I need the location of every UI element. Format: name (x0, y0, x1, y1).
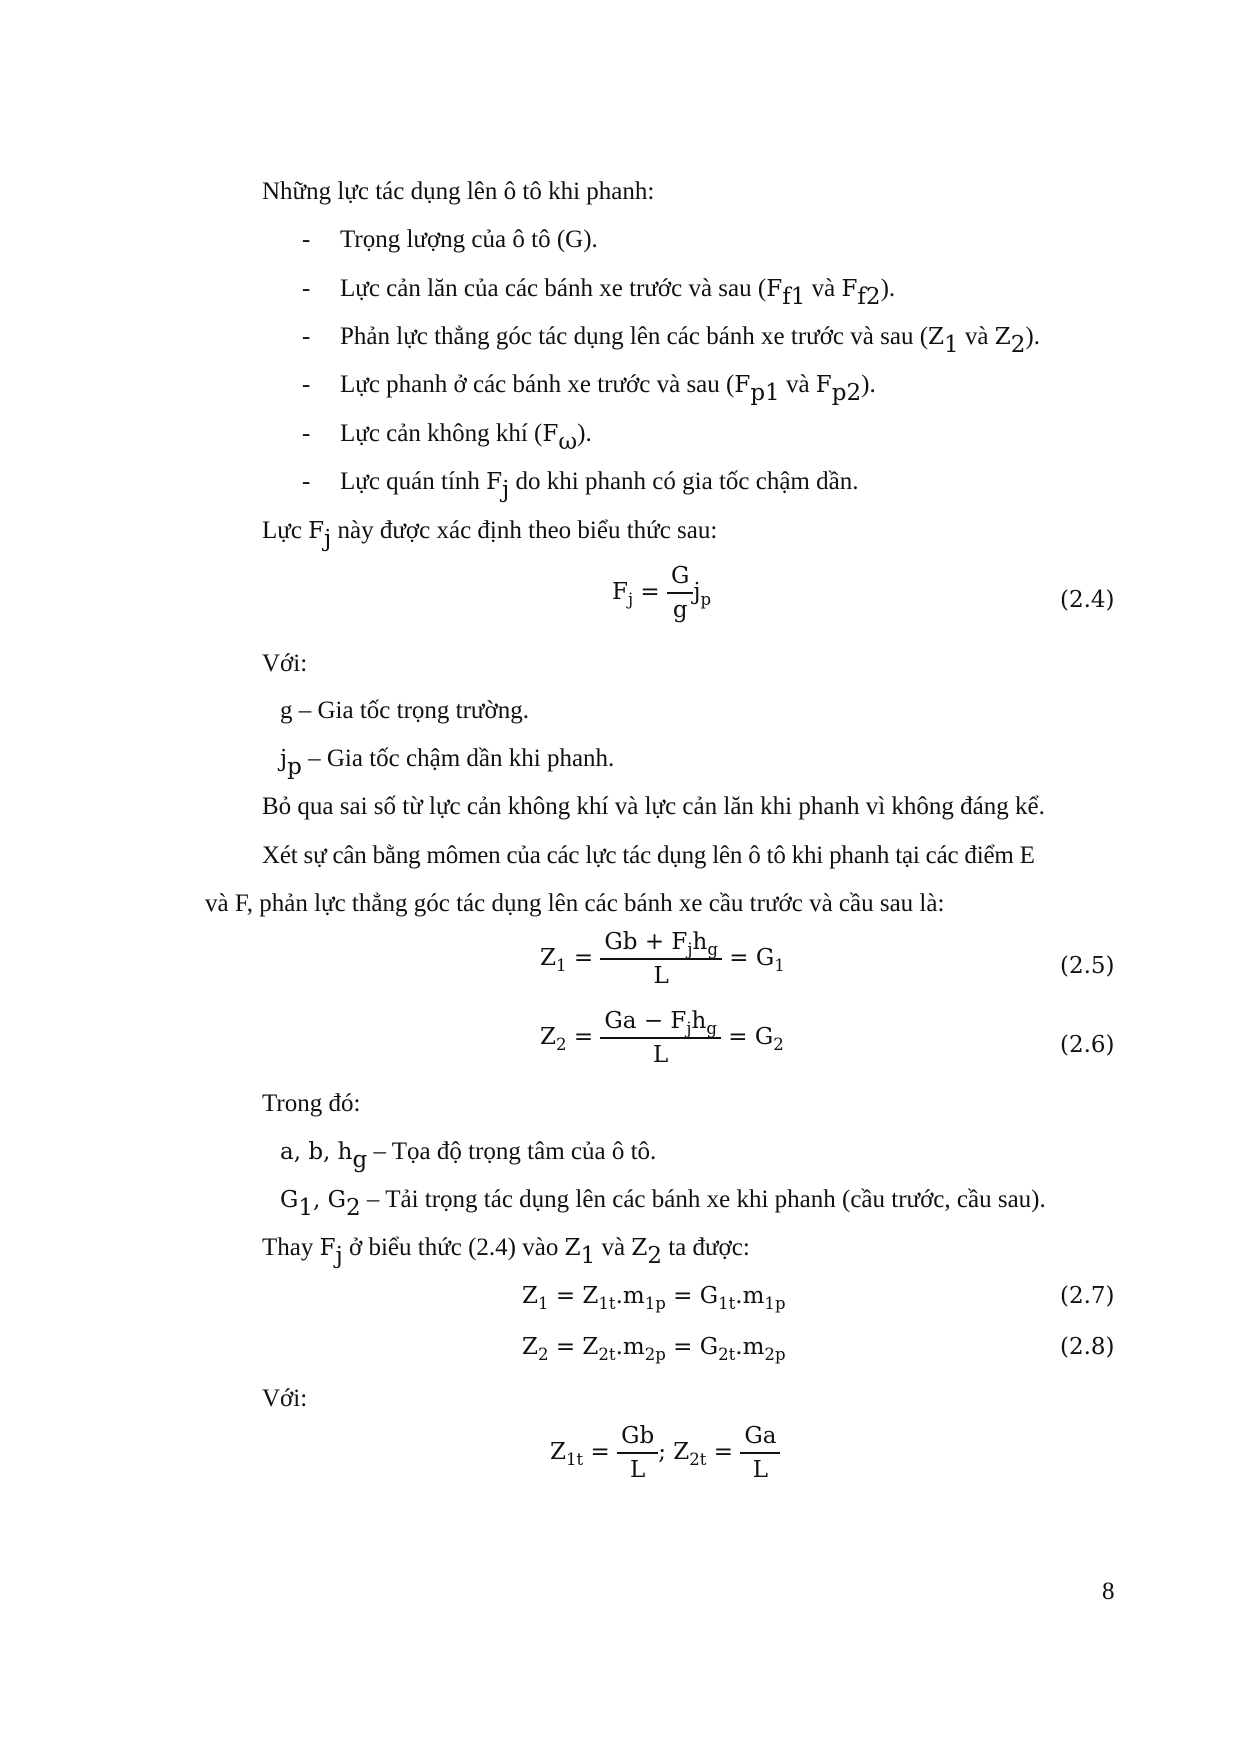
bullet-dash: - (302, 371, 311, 398)
label-voi: Với: (262, 1385, 308, 1412)
equation-number: (2.8) (1060, 1334, 1115, 1360)
label-trong-do: Trong đó: (262, 1090, 361, 1117)
equation-2-4: $F_j$ = $\frac{G}{g}$ $j_p$ (612, 563, 712, 623)
fraction: $\frac{G}{g}$ (667, 563, 693, 623)
equation-2-7: $Z_1 = Z_{1t}.m_{1p} = G_{1t}.m_{1p}$ (522, 1283, 786, 1313)
equation-number: (2.7) (1060, 1283, 1115, 1309)
paragraph-thay: Thay $F_j$ ở biểu thức (2.4) vào $Z_1$ và $Z_2$ ta được: (262, 1234, 750, 1270)
equation-2-6: $Z_2$ = $\frac{Ga - F_jh_g}{L}$ = $G_2$ (540, 1008, 784, 1068)
definition-g: g – Gia tốc trọng trường. (280, 697, 529, 724)
fraction: $\frac{Gb + F_jh_g}{L}$ (600, 929, 722, 989)
equation-number: (2.5) (1060, 953, 1115, 979)
bullet-dash: - (302, 323, 311, 350)
page-number: 8 (1102, 1578, 1115, 1605)
definition-abh: a, b, $h_g$ – Tọa độ trọng tâm của ô tô. (280, 1138, 657, 1174)
fraction: $\frac{Ga - F_jh_g}{L}$ (600, 1008, 721, 1068)
paragraph-fj: Lực $F_j$ này được xác định theo biểu thức sau: (262, 517, 718, 553)
paragraph-moment-cont: và F, phản lực thẳng góc tác dụng lên các bánh xe cầu trước và cầu sau là: (205, 890, 945, 917)
bullet-dash: - (302, 226, 311, 253)
intro-paragraph: Những lực tác dụng lên ô tô khi phanh: (262, 178, 655, 205)
list-item-text: Lực phanh ở các bánh xe trước và sau ($F_{p1}$ và $F_{p2}$). (340, 371, 876, 407)
paragraph-skip: Bỏ qua sai số từ lực cản không khí và lực cản lăn khi phanh vì không đáng kể. (262, 793, 1045, 820)
definition-jp: $j_p$ – Gia tốc chậm dần khi phanh. (280, 745, 615, 781)
fraction: $\frac{Gb}{L}$ (617, 1423, 658, 1483)
list-item-text: Trọng lượng của ô tô (G). (340, 226, 598, 253)
equation-2-5: $Z_1$ = $\frac{Gb + F_jh_g}{L}$ = $G_1$ (540, 929, 785, 989)
bullet-dash: - (302, 275, 311, 302)
equation-z1t-z2t: $Z_{1t}$ = $\frac{Gb}{L}$ ; $Z_{2t}$ = $\frac{Ga}{L}$ (550, 1423, 780, 1483)
bullet-dash: - (302, 468, 311, 495)
list-item-text: Phản lực thẳng góc tác dụng lên các bánh xe trước và sau ($Z_1$ và $Z_2$). (340, 323, 1040, 359)
bullet-dash: - (302, 420, 311, 447)
list-item-text: Lực cản lăn của các bánh xe trước và sau ($F_{f1}$ và $F_{f2}$). (340, 275, 896, 311)
paragraph-moment: Xét sự cân bằng mômen của các lực tác dụng lên ô tô khi phanh tại các điểm E (262, 842, 1035, 869)
list-item-text: Lực quán tính $F_j$ do khi phanh có gia tốc chậm dần. (340, 468, 859, 504)
label-voi: Với: (262, 650, 308, 677)
equation-number: (2.4) (1060, 587, 1115, 613)
equation-number: (2.6) (1060, 1032, 1115, 1058)
equation-2-8: $Z_2 = Z_{2t}.m_{2p} = G_{2t}.m_{2p}$ (522, 1334, 786, 1364)
definition-g1g2: $G_1$, $G_2$ – Tải trọng tác dụng lên các bánh xe khi phanh (cầu trước, cầu sau). (280, 1186, 1046, 1222)
fraction: $\frac{Ga}{L}$ (740, 1423, 780, 1483)
list-item-text: Lực cản không khí $(F_\omega)$. (340, 420, 592, 456)
